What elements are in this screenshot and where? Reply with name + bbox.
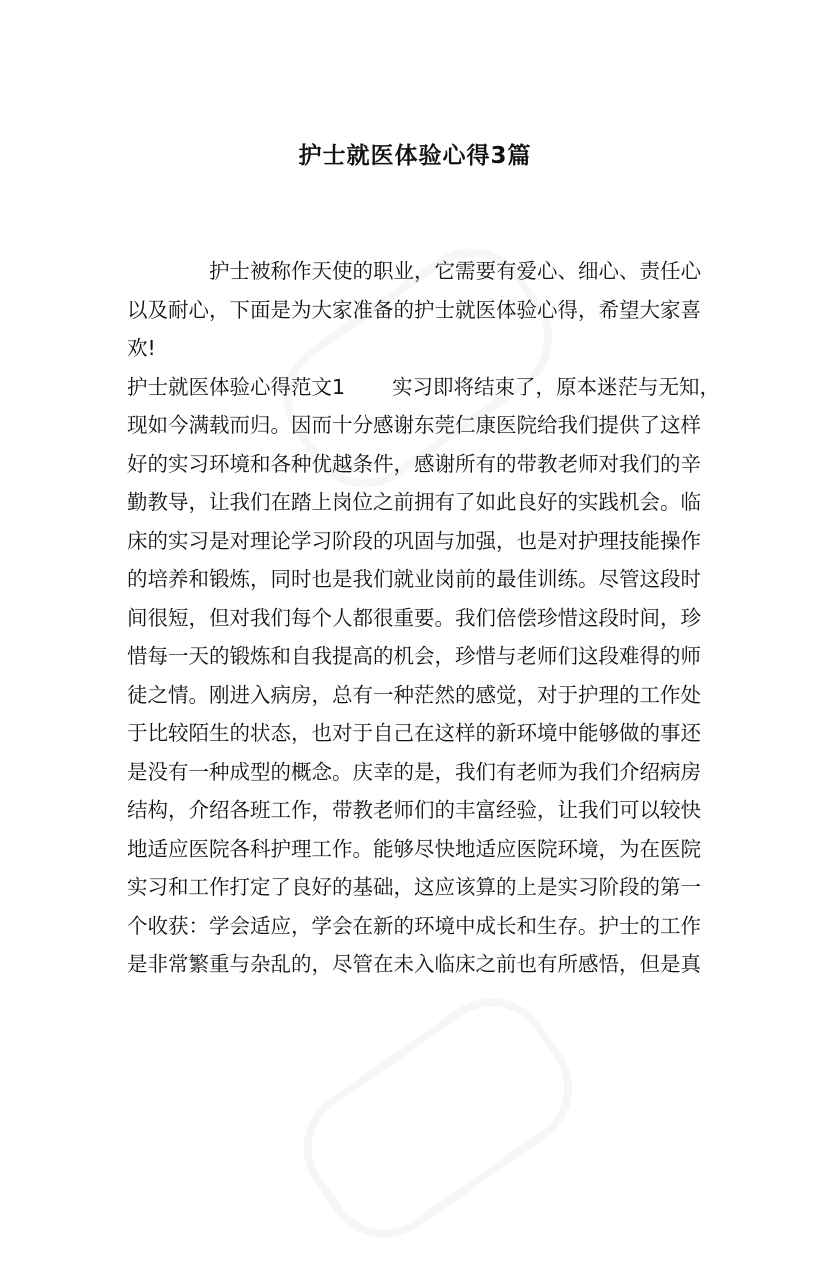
fanwen-heading-line [127,372,727,411]
paragraph-line: 于比较陌生的状态，也对于自己在这样的新环境中能够做的事还 [127,721,701,745]
paragraph-line: 间很短，但对我们每个人都很重要。我们倍偿珍惜这段时间，珍 [127,605,701,630]
paragraph-line: 欢! [127,336,156,360]
paragraph-line: 徒之情。刚进入病房，总有一种茫然的感觉，对于护理的工作处 [127,682,701,707]
paragraph-line: 是没有一种成型的概念。庆幸的是，我们有老师为我们介绍病房 [127,759,701,784]
paragraph-line: 结构，介绍各班工作，带教老师们的丰富经验，让我们可以较快 [127,798,701,822]
fanwen-label: 护士就医体验心得范文1 [127,374,346,399]
paragraph-line: 好的实习环境和各种优越条件，感谢所有的带教老师对我们的辛 [127,451,701,476]
paragraph-text: 实习即将结束了，原本迷茫与无知， [392,374,720,399]
document-title: 护士就医体验心得3篇 [298,143,532,169]
paragraph-line: 地适应医院各科护理工作。能够尽快地适应医院环境，为在医院 [127,836,701,861]
watermark [280,975,596,1261]
document-body [127,256,727,988]
paragraph-line: 惜每一天的锻炼和自我提高的机会，珍惜与老师们这段难得的师 [127,644,701,668]
paragraph-line: 护士被称作天使的职业，它需要有爱心、细心、责任心 [209,259,701,283]
paragraph-line: 个收获：学会适应，学会在新的环境中成长和生存。护士的工作 [127,913,701,938]
paragraph-line: 实习和工作打定了良好的基础，这应该算的上是实习阶段的第一 [127,875,701,899]
paragraph-line: 床的实习是对理论学习阶段的巩固与加强，也是对护理技能操作 [127,528,701,553]
paragraph-line: 是非常繁重与杂乱的，尽管在未入临床之前也有所感悟，但是真 [127,952,701,976]
paragraph-line: 以及耐心，下面是为大家准备的护士就医体验心得，希望大家喜 [127,297,701,322]
paragraph-line: 勤教导，让我们在踏上岗位之前拥有了如此良好的实践机会。临 [127,490,701,514]
paragraph-line: 的培养和锻炼，同时也是我们就业岗前的最佳训练。尽管这段时 [127,567,701,591]
paragraph-line: 现如今满载而归。因而十分感谢东莞仁康医院给我们提供了这样 [127,413,701,437]
